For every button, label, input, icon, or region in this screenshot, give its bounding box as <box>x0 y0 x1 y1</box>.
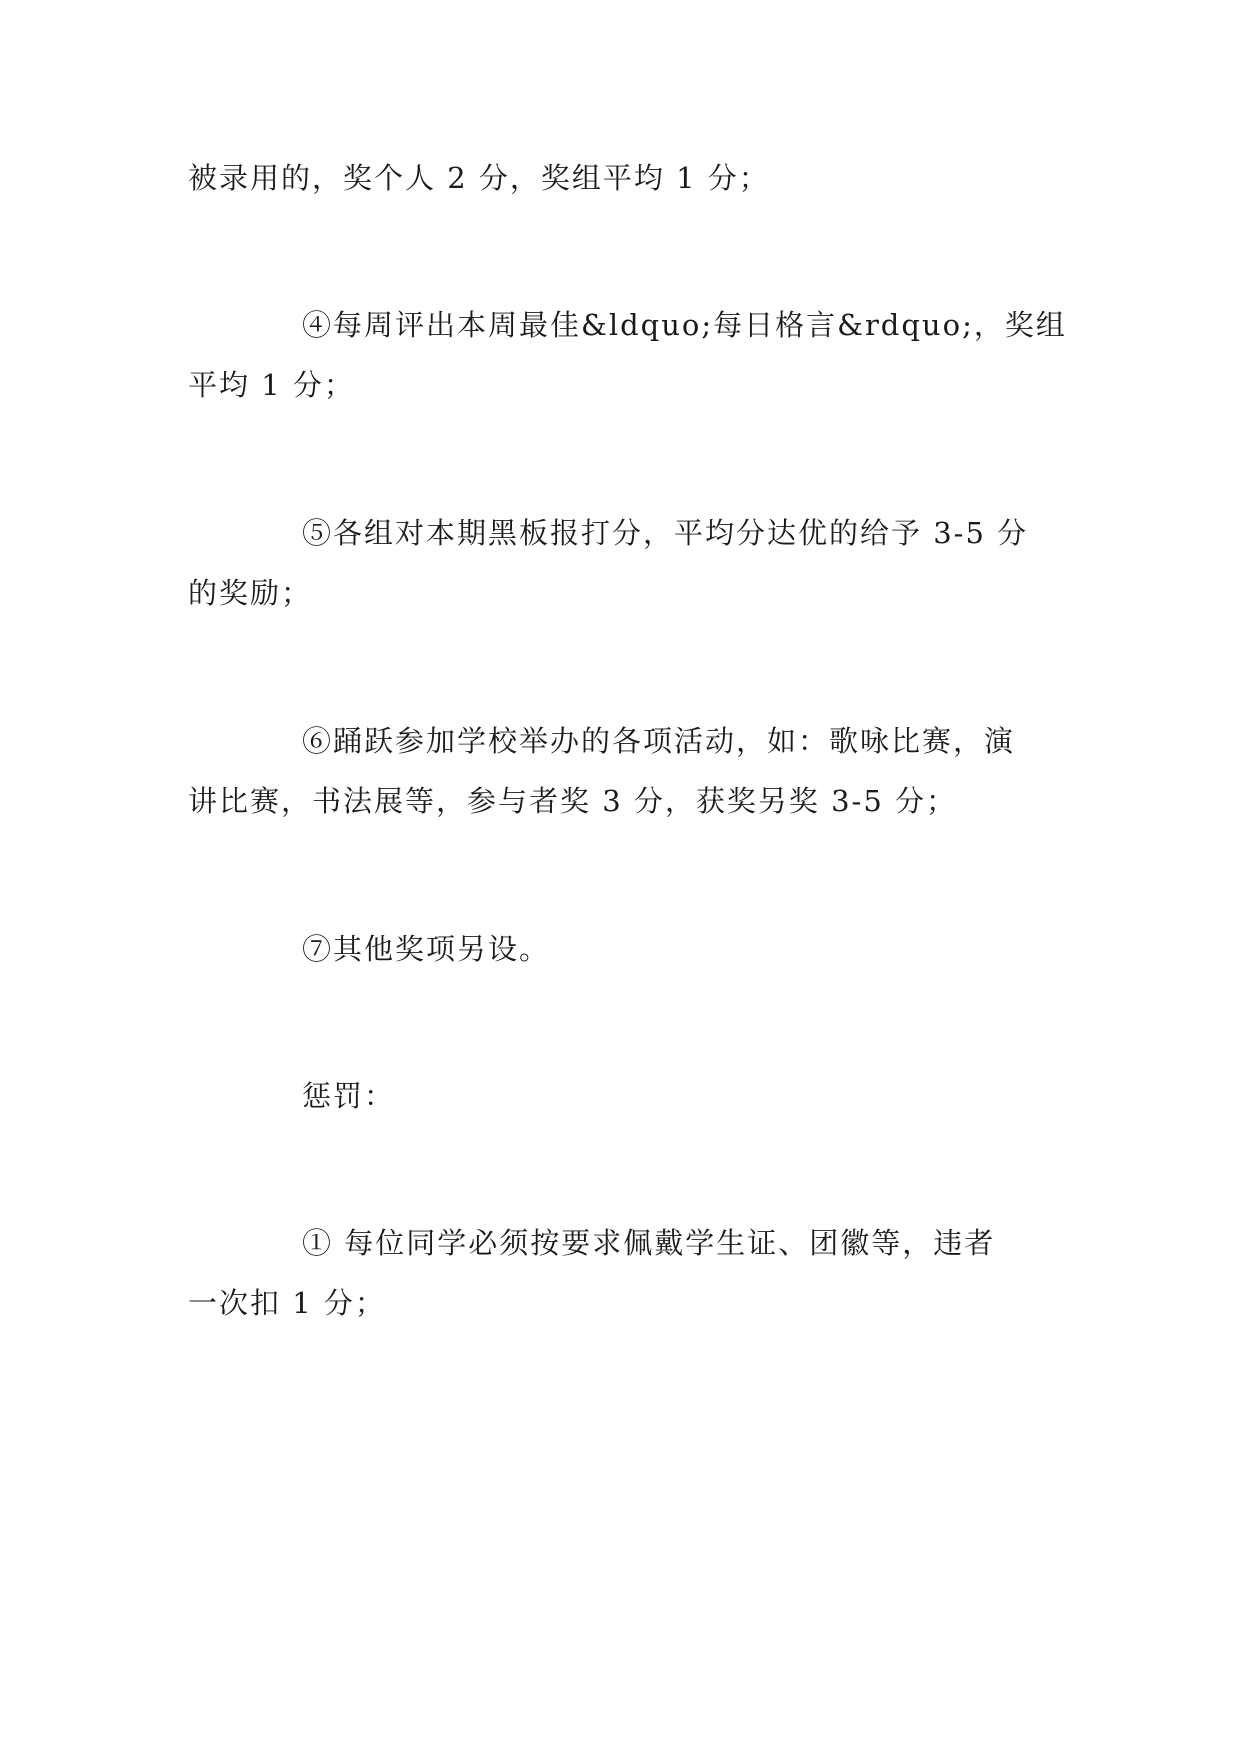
paragraph-reward-7 <box>188 919 1058 979</box>
paragraph-reward-adoption <box>188 148 1058 208</box>
paragraph-line: ⑤各组对本期黑板报打分，平均分达优的给予 3-5 分 <box>302 516 1029 550</box>
paragraph-line: 被录用的，奖个人 2 分，奖组平均 1 分； <box>188 161 770 195</box>
section-heading-penalty <box>188 1066 1058 1126</box>
paragraph-reward-6 <box>188 711 1058 831</box>
paragraph-line: ① 每位同学必须按要求佩戴学生证、团徽等，违者 <box>302 1226 996 1260</box>
paragraph-line: ⑦其他奖项另设。 <box>302 932 551 966</box>
heading-line: 惩罚： <box>302 1079 396 1113</box>
paragraph-reward-5 <box>188 503 1058 623</box>
paragraph-reward-4 <box>188 295 1067 415</box>
paragraph-line: 平均 1 分； <box>188 368 355 402</box>
paragraph-line: ④每周评出本周最佳&ldquo;每日格言&rdquo;，奖组 <box>302 308 1067 342</box>
paragraph-line: 讲比赛，书法展等，参与者奖 3 分，获奖另奖 3-5 分； <box>188 784 958 818</box>
paragraph-line: 一次扣 1 分； <box>188 1286 386 1320</box>
paragraph-penalty-1 <box>188 1213 1058 1333</box>
paragraph-line: 的奖励； <box>188 576 313 610</box>
paragraph-line: ⑥踊跃参加学校举办的各项活动，如：歌咏比赛，演 <box>302 724 1016 758</box>
